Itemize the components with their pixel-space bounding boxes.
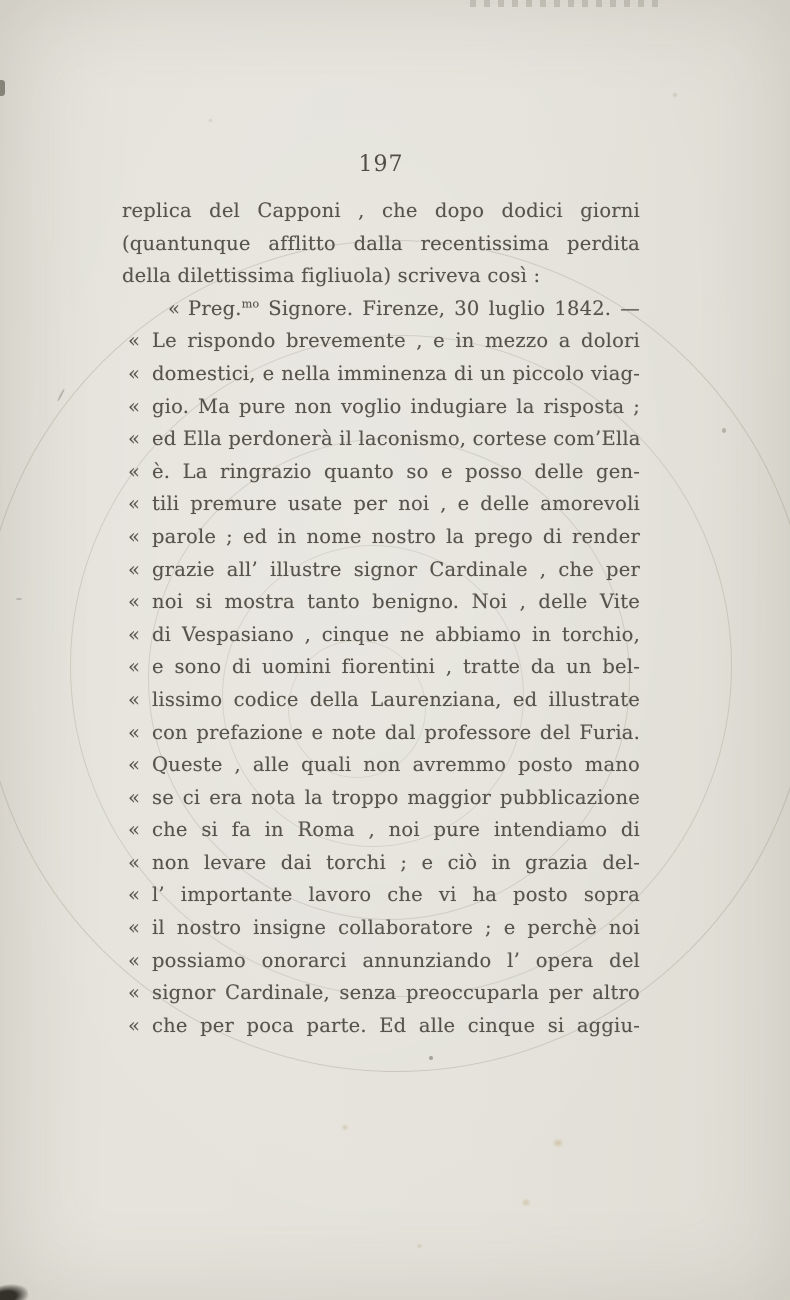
pencil-mark [57, 388, 65, 401]
quote-guillemet: « [128, 361, 141, 385]
quote-guillemet: « [128, 492, 141, 516]
text-line-content: grazie all’ illustre signor Cardinale , che per [152, 557, 640, 581]
quote-guillemet: « [128, 981, 141, 1005]
scan-edge-ghost-text [470, 0, 660, 7]
text-line-content: e sono di uomini fiorentini , tratte da un bel- [152, 655, 640, 679]
text-line-content: tili premure usate per noi , e delle amorevoli [152, 492, 640, 516]
text-line-content: Le rispondo brevemente , e in mezzo a dolori [152, 329, 640, 353]
text-line-content: signor Cardinale, senza preoccuparla per altro [152, 981, 640, 1005]
quote-guillemet: « [128, 1013, 141, 1037]
text-line [122, 586, 640, 619]
text-line-content: ed Ella perdonerà il laconismo, cortese com’Ella [152, 427, 641, 451]
quote-guillemet: « [128, 655, 141, 679]
text-line [122, 749, 640, 782]
foxing-stain [672, 92, 678, 98]
quote-guillemet: « [128, 720, 141, 744]
pencil-mark [16, 598, 22, 600]
text-line [122, 554, 640, 587]
text-line-content: se ci era nota la troppo maggior pubblicazione [152, 785, 640, 809]
scan-edge-mark [0, 80, 5, 96]
text-line-content: domestici, e nella imminenza di un piccolo viag- [152, 361, 640, 385]
text-line-content: Preg.$^{mo}$ Signore. Firenze, 30 luglio 1842. — [188, 296, 640, 320]
text-line-content: con prefazione e note dal professore del Furia. [152, 720, 640, 744]
quote-guillemet: « [128, 753, 141, 777]
text-line [122, 391, 640, 424]
text-line-content: noi si mostra tanto benigno. Noi , delle Vite [152, 590, 640, 614]
text-line [122, 325, 640, 358]
text-line-content: è. La ringrazio quanto so e posso delle gen- [152, 459, 640, 483]
foxing-stain [416, 1243, 423, 1249]
quote-guillemet: « [128, 557, 141, 581]
text-line-content: della dilettissima figliuola) scriveva così : [122, 264, 541, 288]
foxing-stain [208, 118, 213, 123]
corner-ink-blob [0, 1281, 30, 1300]
quote-guillemet: « [128, 329, 141, 353]
text-line [122, 423, 640, 456]
text-line [122, 195, 640, 228]
ink-speck [429, 1056, 433, 1060]
text-line-content: parole ; ed in nome nostro la prego di render [152, 524, 640, 548]
text-line-content: possiamo onorarci annunziando l’ opera del [152, 948, 640, 972]
text-line [122, 488, 640, 521]
quote-guillemet: « [128, 850, 141, 874]
quote-guillemet: « [128, 459, 141, 483]
text-line [122, 977, 640, 1010]
quote-guillemet: « [128, 916, 141, 940]
quote-guillemet: « [128, 590, 141, 614]
text-line-content: replica del Capponi , che dopo dodici giorni [122, 199, 640, 222]
foxing-stain [341, 1124, 349, 1131]
quote-guillemet: « [128, 687, 141, 711]
foxing-stain [552, 1138, 564, 1148]
text-line [122, 358, 640, 391]
quote-guillemet: « [128, 948, 141, 972]
quote-guillemet: « [128, 883, 141, 907]
text-line [122, 521, 640, 554]
text-line [122, 260, 640, 293]
text-line-content: l’ importante lavoro che vi ha posto sopra [152, 883, 640, 907]
text-line [122, 293, 640, 326]
text-line-content: che si fa in Roma , noi pure intendiamo di [152, 818, 640, 842]
text-line [122, 1010, 640, 1043]
text-line [122, 847, 640, 880]
ink-speck [722, 428, 726, 433]
text-line [122, 456, 640, 489]
text-line [122, 619, 640, 652]
text-line-content: il nostro insigne collaboratore ; e perchè noi [152, 916, 640, 940]
quote-guillemet: « [128, 818, 141, 842]
text-line [122, 782, 640, 815]
text-line-content: lissimo codice della Laurenziana, ed illustrate [152, 687, 640, 711]
page-number: 197 [358, 152, 404, 177]
text-line-content: Queste , alle quali non avremmo posto mano [152, 753, 640, 777]
quote-guillemet: « [168, 296, 181, 320]
text-line-content: di Vespasiano , cinque ne abbiamo in torchio, [152, 622, 640, 646]
quote-guillemet: « [128, 427, 141, 451]
quote-guillemet: « [128, 524, 141, 548]
text-line-content: gio. Ma pure non voglio indugiare la risposta ; [152, 394, 640, 418]
text-line [122, 879, 640, 912]
text-line-content: che per poca parte. Ed alle cinque si aggiu- [152, 1013, 640, 1037]
quote-guillemet: « [128, 394, 141, 418]
text-line [122, 651, 640, 684]
body-text [122, 195, 640, 1042]
text-line [122, 814, 640, 847]
text-line [122, 945, 640, 978]
text-line-content: (quantunque afflitto dalla recentissima perdita [122, 231, 640, 255]
text-line-content: non levare dai torchi ; e ciò in grazia del- [152, 850, 640, 874]
quote-guillemet: « [128, 622, 141, 646]
text-line [122, 684, 640, 717]
text-line [122, 228, 640, 261]
quote-guillemet: « [128, 785, 141, 809]
text-line [122, 717, 640, 750]
foxing-stain [521, 1198, 531, 1207]
text-line [122, 912, 640, 945]
